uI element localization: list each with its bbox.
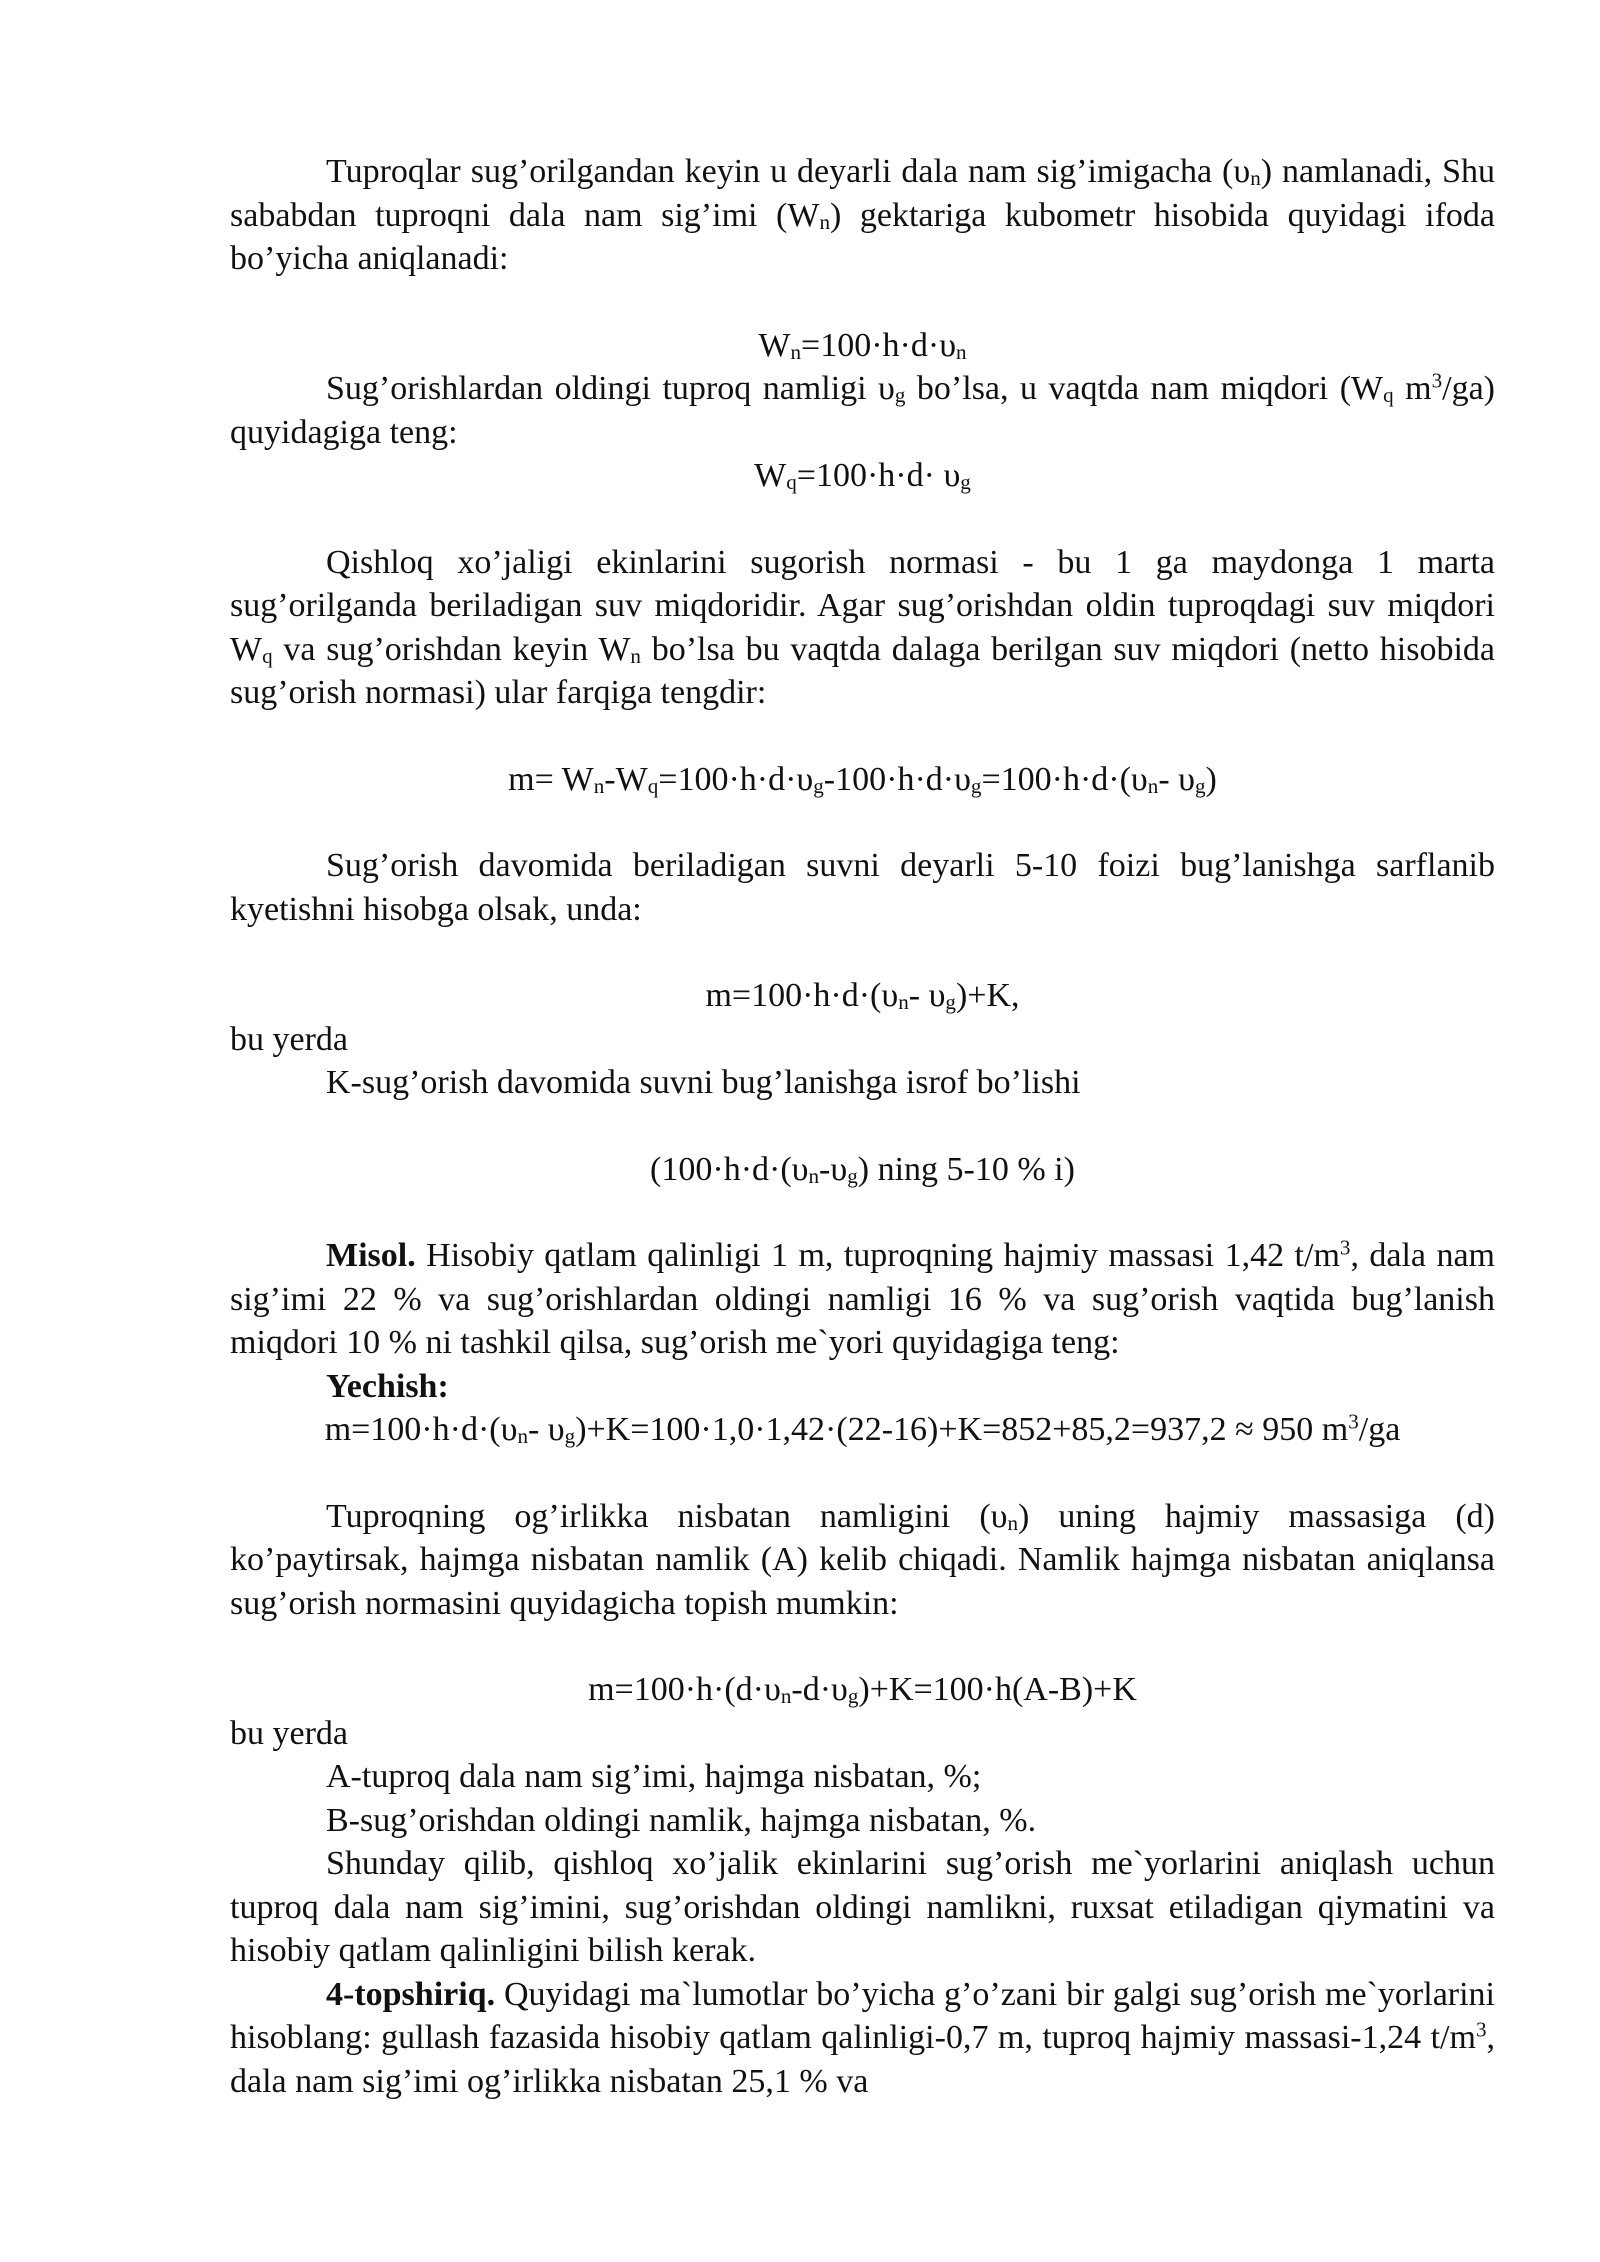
example-label: Misol. (326, 1237, 416, 1274)
spacer (230, 281, 1495, 324)
k-definition: K-sug’orish davomida suvni bug’lanishga isrof bo’lishi (326, 1064, 1081, 1101)
paragraph-volumetric-moisture: Tuproqning og’irlikka nisbatan namligini $(\upsilon_n)$ uning hajmiy massasiga (d) ko’paytirsak, hajmga nisbatan namlik (A) kelib chiqadi. Namlik hajmga nisbatan aniqlansa sug’orish normasini quyidagicha topish mumkin: (230, 1497, 1496, 1622)
document-page (230, 150, 1495, 2103)
a-definition: A-tuproq dala nam sig’imi, hajmga nisbatan, %; (326, 1758, 982, 1795)
formula-wn: $W_n=100\cdot h\cdot d\cdot\upsilon_n$ (758, 326, 967, 364)
formula-wq: $W_q=100\cdot h\cdot d\cdot \upsilon_g$ (754, 457, 971, 495)
formula-k-share: ($100\cdot h\cdot d\cdot(\upsilon_n-\upsilon_g)$ ning 5-10 % i) (650, 1150, 1075, 1188)
spacer (230, 1105, 1495, 1148)
spacer (230, 498, 1495, 541)
formula-m-volumetric: $m=100\cdot h\cdot(d\cdot\upsilon_n-d\cdot\upsilon_g)+K=100\cdot h(A-B)+K$ (588, 1671, 1137, 1709)
paragraph-task-4: 4-topshiriq. Quyidagi ma`lumotlar bo’yicha g’o’zani bir galgi sug’orish me`yorlarini hisoblang: gullash fazasida hisobiy qatlam qalinligi-0,7 m, tuproq hajmiy massasi-1,24 $t/m^3$, dala nam sig’imi og’irlikka nisbatan 25,1 % va (230, 1975, 1495, 2100)
spacer (230, 801, 1495, 844)
bu-yerda-label-2: bu yerda (230, 1714, 349, 1752)
spacer (230, 715, 1495, 758)
spacer (230, 1452, 1495, 1495)
task-label: 4-topshiriq. (326, 1975, 496, 2013)
b-definition: B-sug’orishdan oldingi namlik, hajmga nisbatan, %. (326, 1801, 1037, 1839)
formula-solution: $m=100\cdot h\cdot d\cdot(\upsilon_n-$ $\upsilon_g)+K=100\cdot 1,0\cdot 1,42\cdot(22-16)+K=852+85,2=937,2 \approx 950$ $m^3/ga$ (324, 1409, 1401, 1449)
paragraph-irrigation-norm: Qishloq xo’jaligi ekinlarini sugorish normasi - bu 1 ga maydonga 1 marta sug’orilganda beriladigan suv miqdoridir. Agar sug’orishdan oldin tuproqdagi suv miqdori $W_q$ va sug’orishdan keyin $W_n$ bo’lsa bu vaqtda dalaga berilgan suv miqdori (netto hisobida sug’orish normasi) ular farqiga tengdir: (230, 543, 1496, 711)
solution-heading: Yechish: (326, 1367, 449, 1405)
spacer (230, 931, 1495, 974)
formula-m-with-k: $m=100\cdot h\cdot d\cdot(\upsilon_n-$ $\upsilon_g)+K$, (705, 977, 1020, 1015)
spacer (230, 1625, 1495, 1668)
paragraph-example: Misol. Hisobiy qatlam qalinligi 1 m, tuproqning hajmiy massasi 1,42 $t/m^3$, dala nam sig’imi 22 % va sug’orishlardan oldingi namligi 16 % va sug’orish vaqtida bug’lanish miqdori 10 % ni tashkil qilsa, sug’orish me`yori quyidagiga teng: (230, 1235, 1495, 1361)
paragraph-evaporation: Sug’orish davomida beriladigan suvni deyarli 5-10 foizi bug’lanishga sarflanib kyetishni hisobga olsak, unda: (230, 847, 1495, 928)
spacer (230, 1191, 1495, 1234)
bu-yerda-label: bu yerda (230, 1020, 349, 1058)
paragraph-field-capacity: Tuproqlar sug’orilgandan keyin u deyarli dala nam sig’imigacha $(\upsilon_n)$ namlanadi, Shu sababdan tuproqni dala nam sig’imi $(W_n)$ gektariga kubometr hisobida quyidagi ifoda bo’yicha aniqlanadi: (230, 153, 1495, 277)
paragraph-initial-moisture: Sug’orishlardan oldingi tuproq namligi $\upsilon_g$ bo’lsa, u vaqtda nam miqdori ($W_q$ $m^3/ga$) quyidagiga teng: (230, 368, 1495, 451)
formula-m-difference: $m= W_n-W_q=100\cdot h\cdot d\cdot\upsilon_g-100\cdot h\cdot d\cdot\upsilon_g=100\cdot h\cdot d\cdot(\upsilon_n-$ $\upsilon_g$) (508, 760, 1217, 798)
paragraph-conclusion: Shunday qilib, qishloq xo’jalik ekinlarini sug’orish me`yorlarini aniqlash uchun tuproq dala nam sig’imini, sug’orishdan oldingi namlikni, ruxsat etiladigan qiymatini va hisobiy qatlam qalinligini bilish kerak. (230, 1845, 1495, 1969)
